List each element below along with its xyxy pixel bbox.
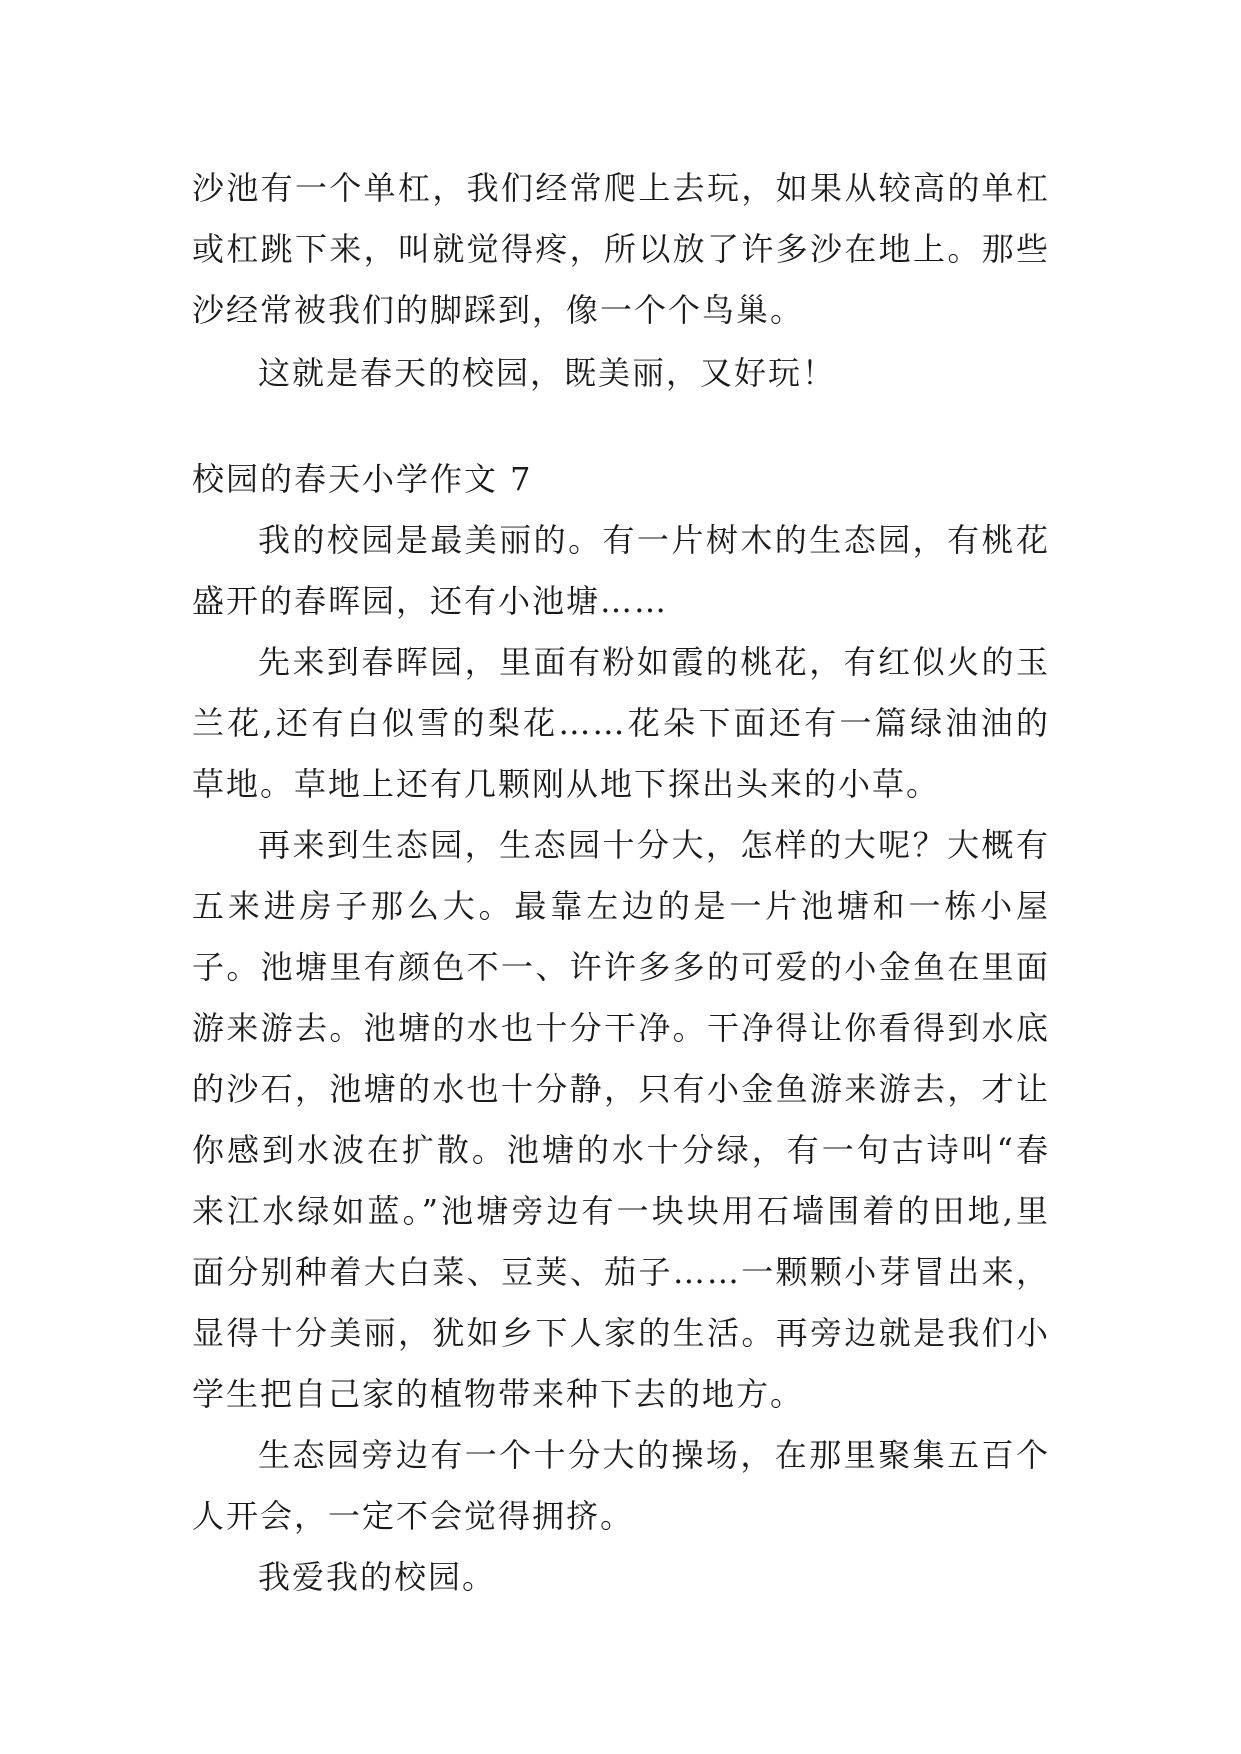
essay-paragraph-intro: 我的校园是最美丽的。有一片树木的生态园，有桃花盛开的春晖园，还有小池塘…… [192,521,1050,620]
essay-paragraph-eco-garden: 再来到生态园，生态园十分大，怎样的大呢？大概有五来进房子那么大。最靠左边的是一片池塘和一栋小屋子。池塘里有颜色不一、许许多多的可爱的小金鱼在里面游来游去。池塘的水也十分干净。干净得让你看得到水底的沙石，池塘的水也十分静，只有小金鱼游来游去，才让你感到水波在扩散。池塘的水十分绿，有一句古诗叫“春来江水绿如蓝。”池塘旁边有一块块用石墙围着的田地,里面分别种着大白菜、豆荚、茄子……一颗颗小芽冒出来，显得十分美丽，犹如乡下人家的生活。再旁边就是我们小学生把自己家的植物带来种下去的地方。 [192,826,1050,1413]
essay-paragraph-conclusion: 我爱我的校园。 [258,1558,497,1596]
essay-paragraph-chunhui-garden: 先来到春晖园，里面有粉如霞的桃花，有红似火的玉兰花,还有白似雪的梨花……花朵下面还有一篇绿油油的草地。草地上还有几颗刚从地下探出头来的小草。 [192,643,1050,803]
closing-paragraph: 这就是春天的校园，既美丽，又好玩！ [258,354,837,392]
continuation-paragraph: 沙池有一个单杠，我们经常爬上去玩，如果从较高的单杠或杠跳下来，叫就觉得疼，所以放了许多沙在地上。那些沙经常被我们的脚踩到，像一个个鸟巢。 [192,169,1050,329]
essay-body [192,510,1050,1608]
essay-paragraph-playground: 生态园旁边有一个十分大的操场，在那里聚集五百个人开会，一定不会觉得拥挤。 [192,1436,1050,1535]
essay-title: 校园的春天小学作文 7 [192,460,533,498]
